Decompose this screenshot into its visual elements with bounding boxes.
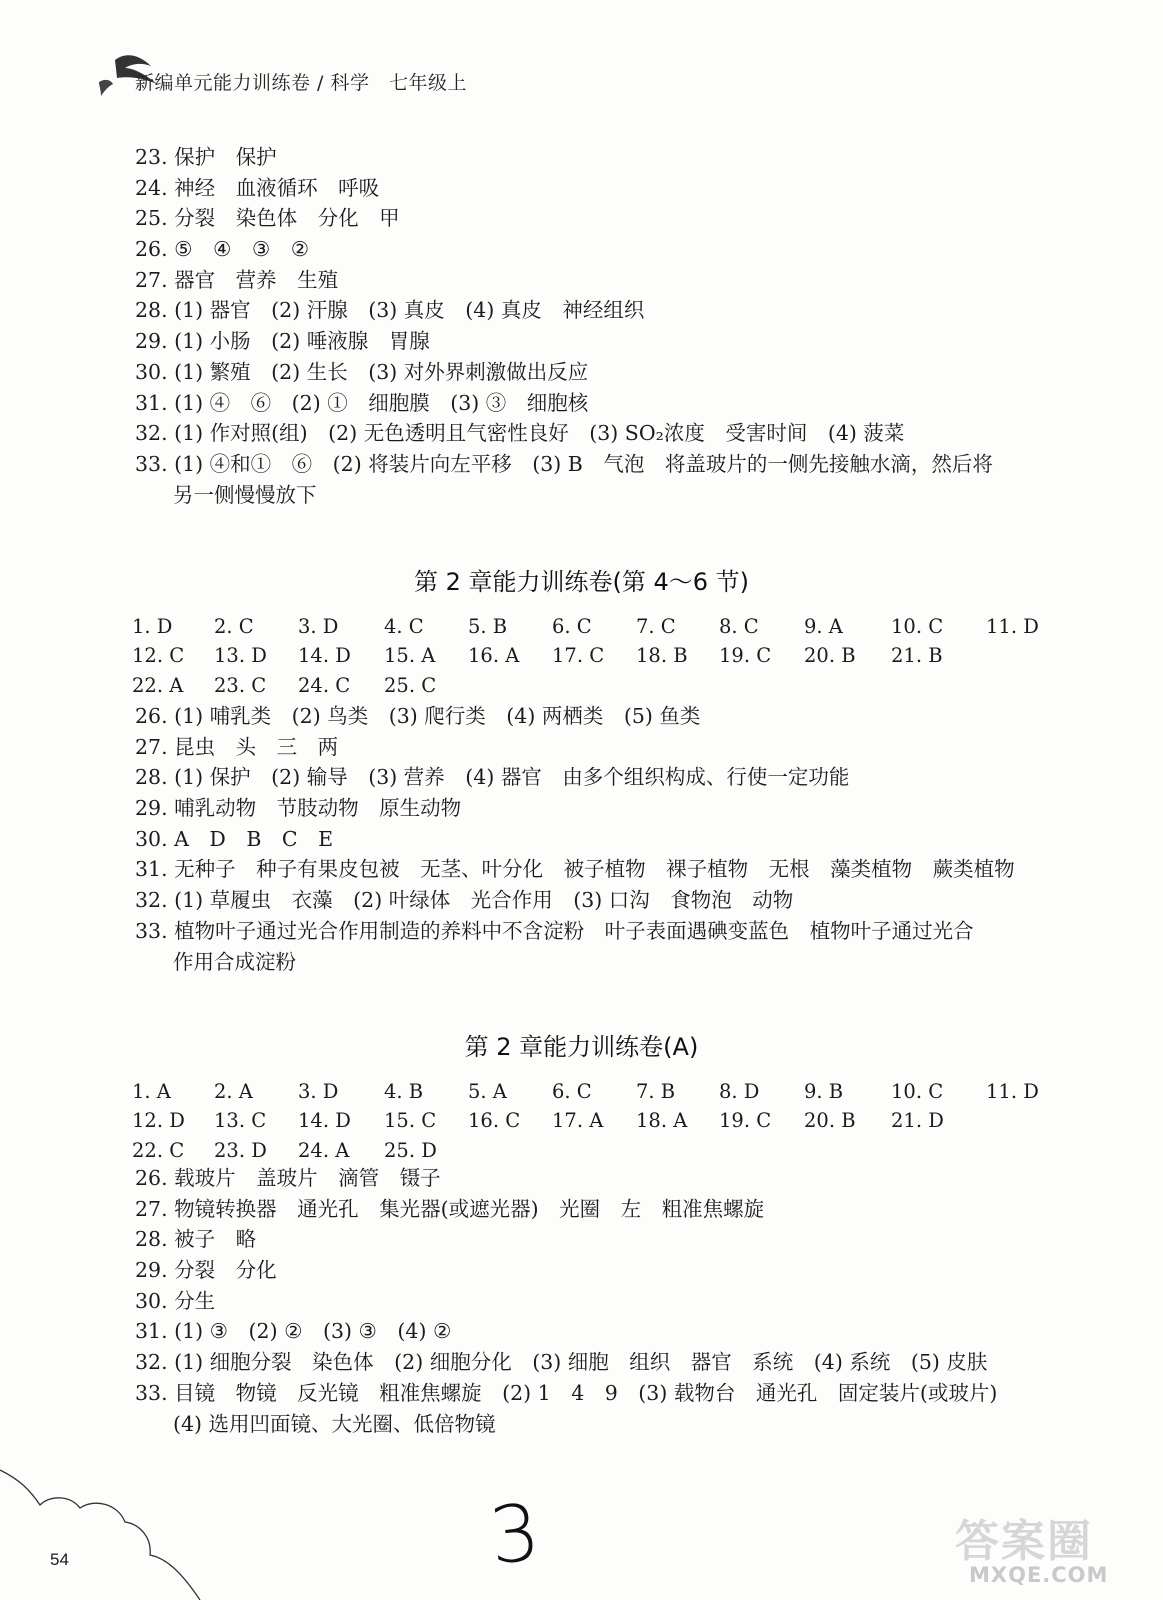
choice-row [132, 1106, 1052, 1135]
answer-line: 31. (1) ④ ⑥ (2) ① 细胞膜 (3) ③ 细胞核 [135, 390, 589, 415]
choice-row [132, 1077, 1052, 1106]
choice-answer: 9. B [804, 1080, 844, 1103]
choice-answer: 9. A [804, 615, 843, 638]
choice-answer: 16. C [468, 1109, 521, 1133]
choice-row [132, 1136, 1052, 1165]
page-number: 54 [50, 1550, 69, 1569]
choice-answer: 11. D [986, 1080, 1039, 1103]
choice-answer: 20. B [804, 1109, 856, 1133]
choice-answer: 18. A [636, 1109, 688, 1133]
answer-line: 23. 保护 保护 [135, 145, 277, 169]
choice-answer: 11. D [986, 615, 1039, 638]
answer-line: 26. (1) 哺乳类 (2) 鸟类 (3) 爬行类 (4) 两栖类 (5) 鱼类 [135, 704, 701, 728]
answer-block-3 [135, 1163, 1065, 1439]
answer-line: 作用合成淀粉 [173, 949, 296, 974]
answer-line: 31. (1) ③ (2) ② (3) ③ (4) ② [135, 1319, 452, 1344]
choice-answer: 23. D [214, 1138, 267, 1162]
choice-answer: 24. C [298, 673, 351, 697]
choice-answer: 15. C [384, 1109, 437, 1133]
choice-answer: 8. C [719, 615, 759, 638]
choice-row [132, 671, 1052, 700]
choice-answer: 22. C [132, 1138, 185, 1162]
choice-row [132, 612, 1052, 641]
choice-answer: 20. B [804, 644, 856, 668]
choice-answer: 6. C [552, 1080, 592, 1103]
choice-answer: 5. A [468, 1080, 507, 1103]
choice-answer: 8. D [719, 1080, 760, 1103]
answer-line: 30. A D B C E [135, 826, 334, 851]
answer-line: 30. 分生 [135, 1288, 216, 1313]
choice-answer: 2. A [214, 1080, 253, 1103]
answer-line: 26. ⑤ ④ ③ ② [135, 237, 310, 262]
watermark-logo [955, 1505, 1145, 1585]
choice-answer: 19. C [719, 1109, 772, 1133]
answer-line: 33. 目镜 物镜 反光镜 粗准焦螺旋 (2) 1 4 9 (3) 载物台 通光孔 固定装片(或玻片) [135, 1380, 998, 1405]
choice-answer: 1. A [132, 1080, 171, 1103]
choice-answer: 25. D [384, 1138, 437, 1162]
choice-answer: 5. B [468, 615, 508, 638]
choice-answer: 17. A [552, 1109, 604, 1133]
choice-answer: 12. D [132, 1109, 185, 1133]
choice-answer: 18. B [636, 644, 688, 668]
answer-line: 26. 载玻片 盖玻片 滴管 镊子 [135, 1166, 441, 1190]
answer-line: (4) 选用凹面镜、大光圈、低倍物镜 [173, 1411, 496, 1436]
choice-answer: 12. C [132, 644, 185, 668]
choice-answer: 10. C [891, 615, 944, 638]
section-title-3: 第 2 章能力训练卷(A) [464, 1033, 699, 1061]
choice-answer: 6. C [552, 615, 592, 638]
section-title-2: 第 2 章能力训练卷(第 4～6 节) [413, 568, 750, 596]
answer-line: 另一侧慢慢放下 [173, 482, 317, 507]
answer-line: 29. 分裂 分化 [135, 1258, 277, 1283]
answer-line: 25. 分裂 染色体 分化 甲 [135, 206, 400, 231]
cloud-decoration-icon [0, 1450, 220, 1600]
answer-line: 29. 哺乳动物 节肢动物 原生动物 [135, 796, 462, 821]
answer-line: 27. 器官 营养 生殖 [135, 267, 339, 292]
handwritten-mark: 3 [485, 1487, 545, 1583]
choice-answer: 2. C [214, 615, 254, 638]
answer-line: 24. 神经 血液循环 呼吸 [135, 175, 380, 200]
choice-answer: 14. D [298, 1109, 351, 1133]
answer-line: 33. (1) ④和① ⑥ (2) 将装片向左平移 (3) B 气泡 将盖玻片的一侧先接触水滴，然后将 [135, 451, 993, 476]
choice-answer: 4. B [384, 1080, 424, 1103]
choice-row [132, 641, 1052, 670]
header-title: 新编单元能力训练卷 / 科学 七年级上 [135, 72, 467, 94]
answer-line: 32. (1) 草履虫 衣藻 (2) 叶绿体 光合作用 (3) 口沟 食物泡 动物 [135, 888, 794, 913]
answer-block-2 [135, 701, 1065, 977]
choice-answer: 21. D [891, 1109, 944, 1133]
answer-line: 30. (1) 繁殖 (2) 生长 (3) 对外界刺激做出反应 [135, 359, 589, 384]
choice-answer: 23. C [214, 673, 267, 697]
watermark-sub: MXQE.COM [969, 1563, 1109, 1587]
answer-line: 33. 植物叶子通过光合作用制造的养料中不含淀粉 叶子表面遇碘变蓝色 植物叶子通过光合 [135, 918, 974, 943]
answer-line: 32. (1) 细胞分裂 染色体 (2) 细胞分化 (3) 细胞 组织 器官 系统 (4) 系统 (5) 皮肤 [135, 1350, 988, 1375]
choice-answer: 15. A [384, 644, 436, 668]
choice-answer: 7. B [636, 1080, 676, 1103]
choice-answer: 17. C [552, 644, 605, 668]
choice-answer: 4. C [384, 615, 424, 638]
choice-answer: 21. B [891, 644, 943, 668]
choice-answers-3 [132, 1077, 1052, 1165]
choice-answer: 10. C [891, 1080, 944, 1103]
choice-answer: 19. C [719, 644, 772, 668]
choice-answer: 1. D [132, 615, 173, 638]
choice-answer: 16. A [468, 644, 520, 668]
choice-answer: 3. D [298, 615, 339, 638]
answer-line: 28. 被子 略 [135, 1227, 257, 1252]
answer-line: 29. (1) 小肠 (2) 唾液腺 胃腺 [135, 329, 430, 354]
answer-line: 28. (1) 保护 (2) 输导 (3) 营养 (4) 器官 由多个组织构成、行使一定功能 [135, 765, 850, 790]
choice-answer: 13. D [214, 644, 267, 668]
choice-answer: 13. C [214, 1109, 267, 1133]
choice-answer: 7. C [636, 615, 676, 638]
watermark-main: 答案圈 [955, 1516, 1093, 1567]
answer-line: 32. (1) 作对照(组) (2) 无色透明且气密性良好 (3) SO₂浓度 受害时间 (4) 菠菜 [135, 421, 905, 446]
choice-answer: 25. C [384, 673, 437, 697]
choice-answer: 24. A [298, 1138, 350, 1162]
page-header [95, 44, 515, 114]
choice-answer: 22. A [132, 673, 184, 697]
answer-line: 31. 无种子 种子有果皮包被 无茎、叶分化 被子植物 裸子植物 无根 藻类植物 蕨类植物 [135, 857, 1015, 882]
answer-line: 27. 昆虫 头 三 两 [135, 734, 339, 759]
choice-answers-2 [132, 612, 1052, 700]
choice-answer: 3. D [298, 1080, 339, 1103]
answer-block-1 [135, 142, 1065, 510]
choice-answer: 14. D [298, 644, 351, 668]
answer-line: 28. (1) 器官 (2) 汗腺 (3) 真皮 (4) 真皮 神经组织 [135, 298, 645, 323]
answer-line: 27. 物镜转换器 通光孔 集光器(或遮光器) 光圈 左 粗准焦螺旋 [135, 1196, 765, 1221]
